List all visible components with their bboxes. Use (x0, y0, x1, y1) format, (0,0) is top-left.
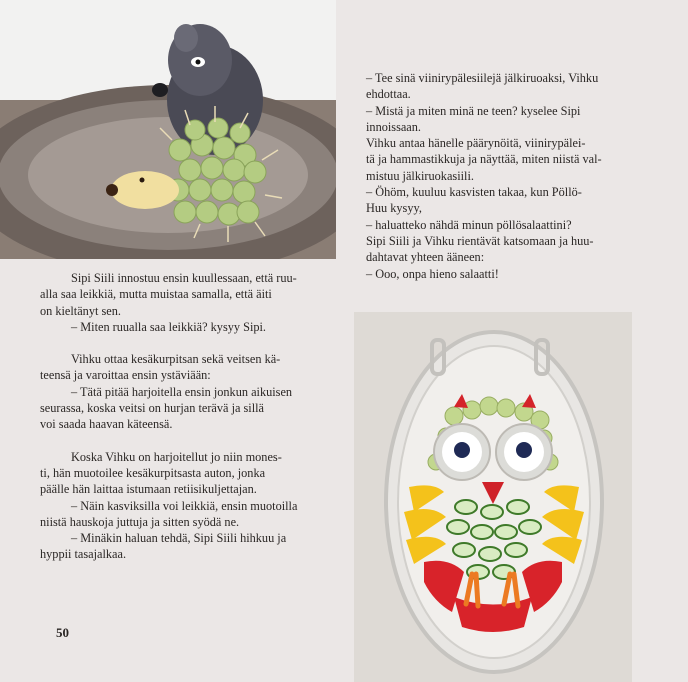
text-line: tä ja hammastikkuja ja näyttää, miten niistä val- (366, 152, 602, 167)
text-line: voi saada haavan käteensä. (40, 417, 173, 432)
text-line: – Miten ruualla saa leikkiä? kysyy Sipi. (71, 319, 267, 334)
text-line: dahtavat yhteen ääneen: (366, 250, 485, 265)
text-line: Koska Vihku on harjoitellut jo niin mones- (71, 449, 282, 464)
text-line: innoissaan. (366, 119, 421, 134)
text-line: – Minäkin haluan tehdä, Sipi Siili hihkuu ja (71, 531, 287, 546)
text-line: ti, hän muotoilee kesäkurpitsasta auton, jonka (40, 465, 266, 480)
text-line: päälle hän laittaa istumaan retiisikuljettajan. (40, 482, 257, 497)
text-line: Sipi Siili innostuu ensin kuullessaan, että ruu- (71, 271, 297, 285)
paragraph-gap (40, 335, 332, 351)
text-line: Vihku antaa hänelle päärynöitä, viinirypälei- (366, 136, 586, 151)
text-line: – Tätä pitää harjoitella ensin jonkun aikuisen (71, 384, 293, 399)
photo-grape-hedgehog (0, 0, 336, 259)
text-line: hyppii tasajalkaa. (40, 547, 127, 562)
photo-owl-salad (354, 312, 632, 682)
text-line: ehdottaa. (366, 87, 411, 102)
owl-salad-illustration (354, 312, 632, 682)
text-line: niistä hauskoja juttuja ja sitten syödä ne. (40, 514, 240, 529)
page-number: 50 (56, 625, 69, 640)
text-line: seurassa, koska veitsi on hurjan terävä ja sillä (40, 401, 265, 416)
left-text-column (40, 270, 332, 563)
text-line: alla saa leikkiä, mutta muistaa samalla, että äiti (40, 287, 272, 302)
text-line: teensä ja varoittaa ensin ystäviään: (40, 368, 211, 383)
right-text-column (366, 70, 638, 282)
text-line: on kieltänyt sen. (40, 303, 121, 318)
grape-hedgehog-illustration (0, 0, 336, 259)
text-line: – haluatteko nähdä minun pöllösalaattini? (366, 217, 572, 232)
text-line: – Mistä ja miten minä ne teen? kyselee Sipi (366, 103, 581, 118)
text-line: – Öhöm, kuuluu kasvisten takaa, kun Pöllö- (366, 185, 582, 200)
text-line: – Ooo, onpa hieno salaatti! (366, 266, 499, 281)
text-line: mistuu jälkiruokasiili. (366, 168, 474, 183)
text-line: Vihku ottaa kesäkurpitsan sekä veitsen kä- (71, 352, 281, 367)
paragraph-gap (40, 433, 332, 449)
text-line: – Tee sinä viinirypälesiilejä jälkiruoaksi, Vihku (366, 71, 599, 85)
text-line: Huu kysyy, (366, 201, 422, 216)
text-line: Sipi Siili ja Vihku rientävät katsomaan ja huu- (366, 233, 594, 248)
text-line: – Näin kasviksilla voi leikkiä, ensin muotoilla (71, 498, 298, 513)
